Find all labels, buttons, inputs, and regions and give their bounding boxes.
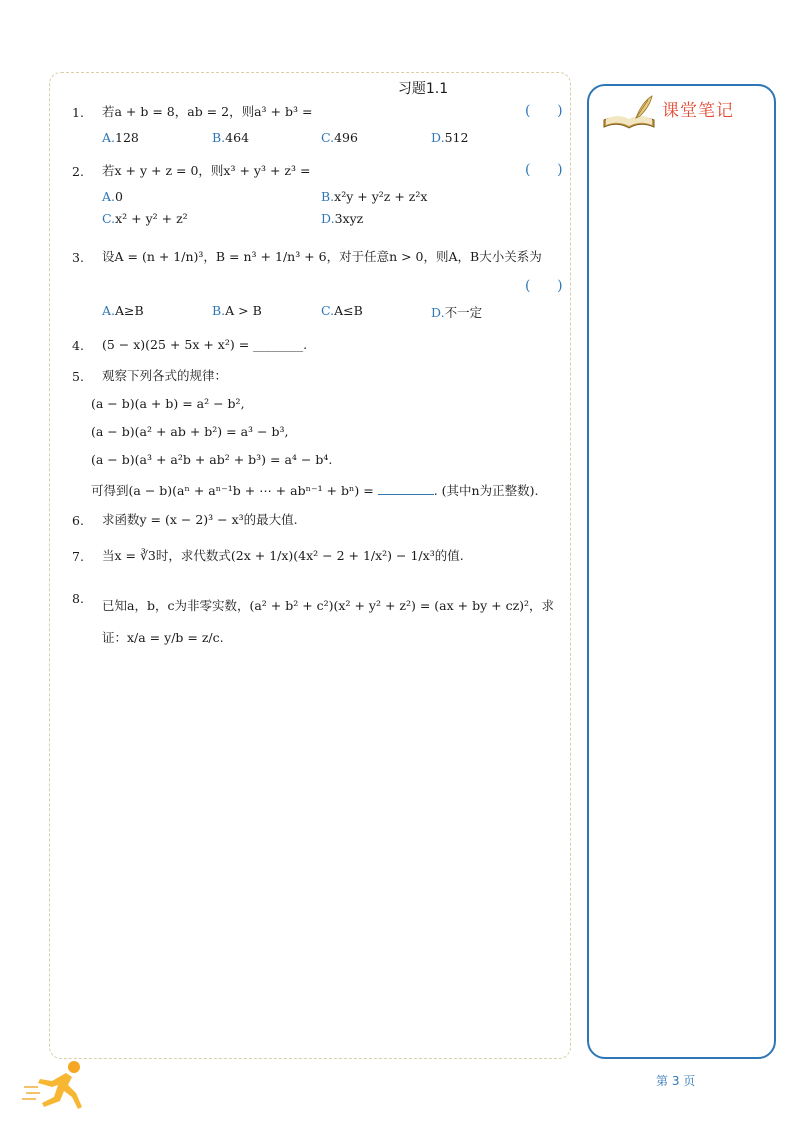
page-number: 第 3 页 <box>656 1074 696 1088</box>
q3-answer-bracket: ( ) <box>525 278 563 294</box>
q3-number: 3. <box>72 250 84 265</box>
q7-number: 7. <box>72 549 84 564</box>
q8-number: 8. <box>72 591 84 606</box>
q3-option-b: B.A > B <box>212 303 262 318</box>
notes-title: 课堂笔记 <box>662 101 734 121</box>
q3-stem: 设A = (n + 1/n)³，B = n³ + 1/n³ + 6，对于任意n > 0，则A，B大小关系为 <box>102 249 542 264</box>
classroom-notes-panel[interactable] <box>587 84 776 1059</box>
runner-icon <box>22 1057 90 1117</box>
q3-option-a: A.A≥B <box>102 303 144 318</box>
q5-line-3: (a − b)(a³ + a²b + ab² + b³) = a⁴ − b⁴. <box>91 452 333 467</box>
q1-number: 1. <box>72 105 84 120</box>
q1-answer-bracket: ( ) <box>525 103 563 119</box>
q7-text: 当x = ∛3时，求代数式(2x + 1/x)(4x² − 2 + 1/x²) − 1/x³的值. <box>102 548 464 563</box>
q6-number: 6. <box>72 513 84 528</box>
q2-option-d: D.3xyz <box>321 211 364 226</box>
q8-text: 已知a，b，c为非零实数，(a² + b² + c²)(x² + y² + z²) = (ax + by + cz)²，求证：x/a = y/b = z/c. <box>102 598 555 645</box>
q1-option-c: C.496 <box>321 130 358 145</box>
q4-number: 4. <box>72 338 84 353</box>
q1-option-b: B.464 <box>212 130 250 145</box>
q2-stem: 若x + y + z = 0，则x³ + y³ + z³ = <box>102 163 311 178</box>
q2-option-a: A.0 <box>102 189 123 204</box>
q1-option-d: D.512 <box>431 130 469 145</box>
q5-number: 5. <box>72 369 84 384</box>
exercise-title: 习题1.1 <box>397 81 449 97</box>
q5-line-2: (a − b)(a² + ab + b²) = a³ − b³, <box>91 424 289 439</box>
q5-intro: 观察下列各式的规律： <box>102 368 228 383</box>
q5-answer-blank[interactable] <box>378 482 434 495</box>
q4-text: (5 − x)(25 + 5x + x²) = ________. <box>102 337 308 352</box>
q2-option-c: C.x² + y² + z² <box>102 211 188 226</box>
q6-text: 求函数y = (x − 2)³ − x³的最大值. <box>102 512 298 527</box>
q1-option-a: A.128 <box>102 130 139 145</box>
book-quill-icon <box>600 94 658 134</box>
q2-number: 2. <box>72 164 84 179</box>
q5-line-1: (a − b)(a + b) = a² − b², <box>91 396 245 411</box>
q2-option-b: B.x²y + y²z + z²x <box>321 189 428 204</box>
q3-option-d: D.不一定 <box>431 305 483 320</box>
q5-conclusion: 可得到(a − b)(aⁿ + aⁿ⁻¹b + ⋯ + abⁿ⁻¹ + bⁿ) = . (其中n为正整数). <box>91 483 539 498</box>
q2-answer-bracket: ( ) <box>525 162 563 178</box>
q3-option-c: C.A≤B <box>321 303 363 318</box>
q1-stem: 若a + b = 8，ab = 2，则a³ + b³ = <box>102 104 313 119</box>
